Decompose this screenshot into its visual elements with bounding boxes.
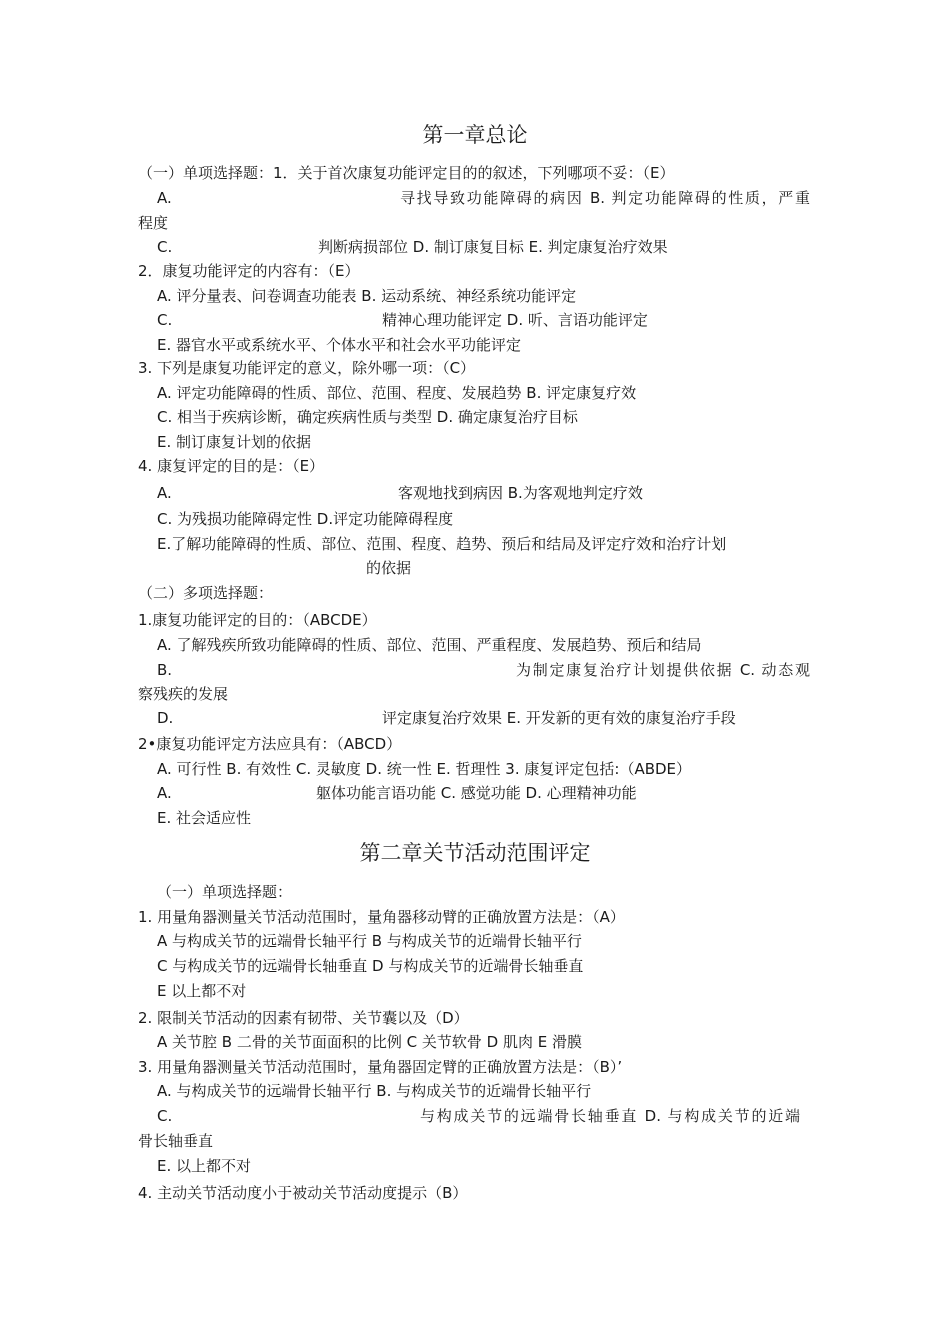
ch2-q2-question: 2. 限制关节活动的因素有韧带、关节囊以及（D） <box>138 1009 469 1027</box>
q4-option-e: E.了解功能障碍的性质、部位、范围、程度、趋势、预后和结局及评定疗效和治疗计划 <box>157 535 727 553</box>
q1-option-c-text: 判断病损部位 D. 制订康复目标 E. 判定康复治疗效果 <box>318 238 668 256</box>
q3-question: 3. 下列是康复功能评定的意义，除外哪一项：（C） <box>138 359 476 377</box>
q2-question: 2．康复功能评定的内容有：（E） <box>138 262 360 280</box>
q1-option-a-label: A. <box>157 189 172 207</box>
q2-option-c-label: C. <box>157 311 173 329</box>
chapter-1-title: 第一章总论 <box>422 123 528 147</box>
section-single-choice-q1: （一）单项选择题：1．关于首次康复功能评定目的的叙述，下列哪项不妥：（E） <box>138 164 675 182</box>
chapter-2-title: 第二章关节活动范围评定 <box>359 841 591 865</box>
q3-option-e: E. 制订康复计划的依据 <box>157 433 312 451</box>
ch2-q3-question: 3. 用量角器测量关节活动范围时，量角器固定臂的正确放置方法是：（B）’ <box>138 1058 623 1076</box>
ch2-q3-option-d-cont: 骨长轴垂直 <box>138 1132 214 1150</box>
mq1-option-c-cont: 察残疾的发展 <box>138 685 229 703</box>
mq3-option-a-text: 躯体功能言语功能 C. 感觉功能 D. 心理精神功能 <box>316 784 637 802</box>
mq2-options-mq3-question: A. 可行性 B. 有效性 C. 灵敏度 D. 统一性 E. 哲理性 3. 康复评定包括:（ABDE） <box>157 760 692 778</box>
q4-option-c: C. 为残损功能障碍定性 D.评定功能障碍程度 <box>157 510 454 528</box>
mq1-option-a: A. 了解残疾所致功能障碍的性质、部位、范围、严重程度、发展趋势、预后和结局 <box>157 636 702 654</box>
q1-option-a-text: 寻找导致功能障碍的病因 B. 判定功能障碍的性质，严重 <box>400 189 810 207</box>
ch2-q1-options-cd: C 与构成关节的远端骨长轴垂直 D 与构成关节的近端骨长轴垂直 <box>157 957 584 975</box>
ch2-section-single-choice: （一）单项选择题： <box>157 883 293 901</box>
q3-option-a: A. 评定功能障碍的性质、部位、范围、程度、发展趋势 B. 评定康复疗效 <box>157 384 637 402</box>
ch2-q3-option-c-text: 与构成关节的远端骨长轴垂直 D. 与构成关节的近端 <box>420 1107 800 1125</box>
q1-option-c-label: C. <box>157 238 173 256</box>
mq2-question: 2•康复功能评定方法应具有：（ABCD） <box>138 735 402 753</box>
q3-option-c: C. 相当于疾病诊断，确定疾病性质与类型 D. 确定康复治疗目标 <box>157 408 578 426</box>
mq3-option-e: E. 社会适应性 <box>157 809 252 827</box>
ch2-q3-option-c-label: C. <box>157 1107 173 1125</box>
q2-option-e: E. 器官水平或系统水平、个体水平和社会水平功能评定 <box>157 336 522 354</box>
ch2-q4-question: 4. 主动关节活动度小于被动关节活动度提示（B） <box>138 1184 468 1202</box>
ch2-q3-options-ab: A. 与构成关节的远端骨长轴平行 B. 与构成关节的近端骨长轴平行 <box>157 1082 592 1100</box>
mq3-option-a-label: A. <box>157 784 172 802</box>
q4-option-a-text: 客观地找到病因 B.为客观地判定疗效 <box>398 484 643 502</box>
ch2-q1-question: 1. 用量角器测量关节活动范围时，量角器移动臂的正确放置方法是：（A） <box>138 908 625 926</box>
q2-option-c-text: 精神心理功能评定 D. 听、言语功能评定 <box>382 311 648 329</box>
q1-option-a-cont: 程度 <box>138 214 169 232</box>
ch2-q3-option-e: E. 以上都不对 <box>157 1157 252 1175</box>
mq1-option-b-text: 为制定康复治疗计划提供依据 C. 动态观 <box>516 661 810 679</box>
mq1-option-d-label: D. <box>157 709 174 727</box>
q2-option-a: A. 评分量表、问卷调查功能表 B. 运动系统、神经系统功能评定 <box>157 287 577 305</box>
ch2-q2-options: A 关节腔 B 二骨的关节面面积的比例 C 关节软骨 D 肌肉 E 滑膜 <box>157 1033 582 1051</box>
q4-option-a-label: A. <box>157 484 172 502</box>
ch2-q1-option-e: E 以上都不对 <box>157 982 247 1000</box>
section-multiple-choice: （二）多项选择题： <box>138 584 274 602</box>
q4-option-e-cont: 的依据 <box>366 559 412 577</box>
mq1-option-d-text: 评定康复治疗效果 E. 开发新的更有效的康复治疗手段 <box>382 709 736 727</box>
mq1-question: 1.康复功能评定的目的：（ABCDE） <box>138 611 377 629</box>
mq1-option-b-label: B. <box>157 661 173 679</box>
q4-question: 4. 康复评定的目的是：（E） <box>138 457 325 475</box>
ch2-q1-options-ab: A 与构成关节的远端骨长轴平行 B 与构成关节的近端骨长轴平行 <box>157 932 582 950</box>
